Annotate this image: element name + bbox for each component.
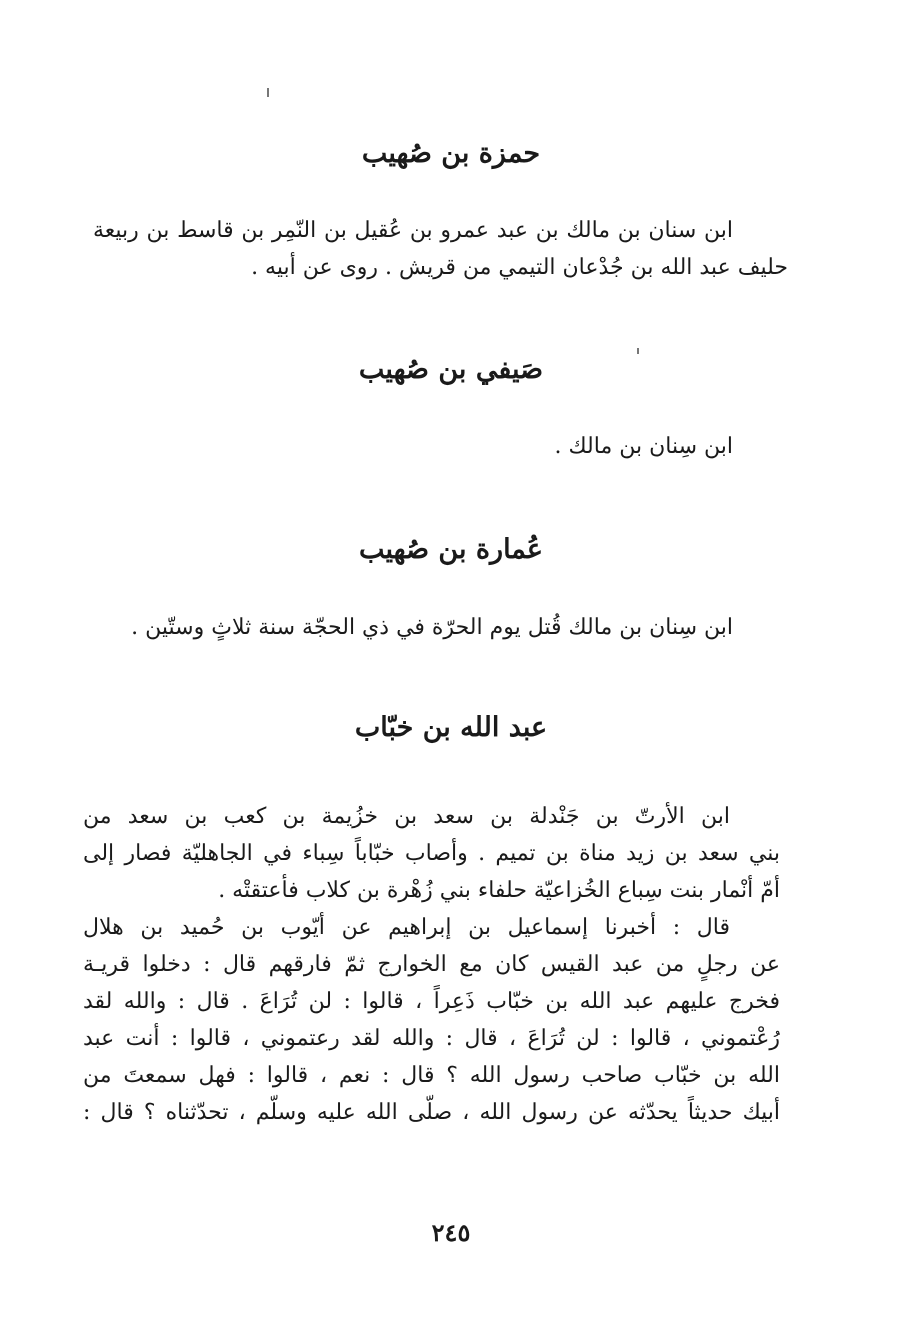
text-line: ابن الأرتّ بن جَنْدلة بن سعد بن خزُيمة بن كعب بن سعد من [83, 804, 730, 829]
section-text-abdullah [83, 798, 780, 1131]
text-line: الله بن خبّاب صاحب رسول الله ؟ قال : نعم ، قالوا : فهل سمعتَ من [83, 1063, 780, 1088]
scan-speck [637, 348, 639, 354]
text-line: أمّ أنْمار بنت سِباع الخُزاعيّة حلفاء بني زُهْرة بن كلاب فأعتقتْه . [218, 878, 780, 903]
section-text-sayfi [93, 428, 733, 465]
section-text-hamza [93, 212, 788, 286]
section-heading-abdullah: عبد الله بن خبّاب [354, 712, 548, 743]
text-line: رُعْتموني ، قالوا : لن تُرَاعَ ، قال : والله لقد رعتموني ، قالوا : أنت عبد [83, 1026, 780, 1051]
scan-speck [267, 88, 269, 97]
text-line: قال : أخبرنا إسماعيل بن إبراهيم عن أيّوب بن حُميد بن هلال [83, 915, 730, 940]
text-line: عن رجلٍ من عبد القيس كان مع الخوارج ثمّ فارقهم قال : دخلوا قريـة [83, 952, 780, 977]
section-heading-sayfi: صَيفي بن صُهيب [358, 354, 544, 385]
text-line: ابن سِنان بن مالك . [554, 434, 733, 459]
text-line: أبيك حديثاً يحدّثه عن رسول الله ، صلّى الله عليه وسلّم ، تحدّثناه ؟ قال : [83, 1100, 780, 1125]
text-line: حليف عبد الله بن جُدْعان التيمي من قريش . روى عن أبيه . [251, 255, 788, 280]
text-line: بني سعد بن زيد مناة بن تميم . وأصاب خبّاباً سِباء في الجاهليّة فصار إلى [83, 841, 780, 866]
section-text-umara [93, 609, 733, 646]
text-line: ابن سنان بن مالك بن عبد عمرو بن عُقيل بن النّمِر بن قاسط بن ربيعة [93, 218, 733, 243]
text-line: فخرج عليهم عبد الله بن خبّاب ذَعِراً ، قالوا : لن تُرَاعَ . قال : والله لقد [83, 989, 780, 1014]
page-number: ٢٤٥ [431, 1218, 471, 1247]
text-line: ابن سِنان بن مالك قُتل يوم الحرّة في ذي الحجّة سنة ثلاثٍ وستّين . [131, 615, 733, 640]
section-heading-umara: عُمارة بن صُهيب [358, 534, 544, 565]
section-heading-hamza: حمزة بن صُهيب [361, 138, 541, 169]
